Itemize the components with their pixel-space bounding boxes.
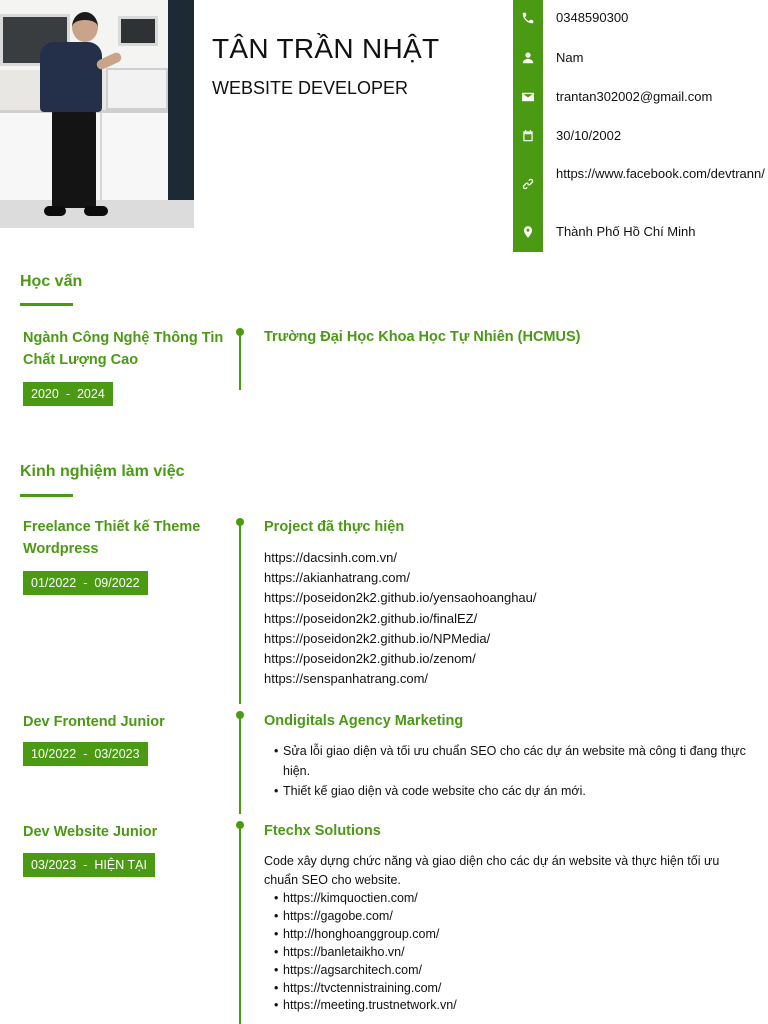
client-link[interactable]: • https://banletaikho.vn/ (274, 944, 457, 962)
experience-role: Freelance Thiết kế Theme Wordpress (23, 519, 201, 557)
project-link[interactable]: https://poseidon2k2.github.io/finalEZ/ (264, 610, 478, 626)
timeline-line (239, 825, 241, 1024)
experience-bullet-list (274, 741, 754, 801)
contact-location: Thành Phố Hồ Chí Minh (556, 224, 696, 239)
client-link[interactable]: • https://kimquoctien.com/ (274, 890, 457, 908)
education-underline (20, 303, 73, 306)
project-link[interactable]: https://poseidon2k2.github.io/NPMedia/ (264, 630, 491, 646)
experience-description: Code xây dựng chức năng và giao diện cho các dự án website và thực hiện tối ưu chuẩn SEO cho website. (264, 854, 720, 887)
client-link-list (274, 890, 457, 1015)
job-title: WEBSITE DEVELOPER (212, 78, 409, 98)
education-major: Ngành Công Nghệ Thông Tin Chất Lượng Cao (23, 330, 224, 368)
email-icon (513, 87, 543, 107)
contact-gender: Nam (556, 50, 584, 65)
project-link[interactable]: https://poseidon2k2.github.io/yensaohoanghau/ (264, 590, 537, 606)
contact-email[interactable]: trantan302002@gmail.com (556, 89, 713, 104)
client-link[interactable]: • https://agsarchitech.com/ (274, 962, 457, 980)
experience-start: 03/2023 (31, 858, 77, 872)
person-icon (513, 48, 543, 68)
link-icon (513, 174, 543, 194)
project-link[interactable]: https://akianhatrang.com/ (264, 570, 410, 586)
phone-icon (513, 8, 543, 28)
calendar-icon (513, 126, 543, 146)
experience-end: 09/2022 (94, 576, 140, 590)
client-link[interactable]: • https://meeting.trustnetwork.vn/ (274, 997, 457, 1015)
experience-heading: Kinh nghiệm làm việc (20, 463, 185, 480)
contact-phone[interactable]: 0348590300 (556, 10, 629, 25)
contact-website[interactable]: https://www.facebook.com/devtrann/ (556, 166, 765, 181)
location-icon (513, 222, 543, 242)
education-school: Trường Đại Học Khoa Học Tự Nhiên (HCMUS) (264, 329, 581, 345)
experience-date-badge: 03/2023 - HIỆN TẠI (23, 853, 155, 877)
client-link[interactable]: • https://tvctennistraining.com/ (274, 980, 457, 998)
experience-start: 10/2022 (31, 747, 77, 761)
experience-role: Dev Frontend Junior (23, 714, 165, 730)
list-item: • Thiết kế giao diện và code website cho các dự án mới. (274, 781, 754, 801)
experience-underline (20, 494, 73, 497)
experience-date-badge: 10/2022 - 03/2023 (23, 742, 148, 766)
experience-start: 01/2022 (31, 576, 77, 590)
education-heading: Học vấn (20, 273, 83, 290)
education-start: 2020 (31, 387, 59, 401)
project-link-list (264, 548, 537, 689)
education-end: 2024 (76, 387, 105, 401)
experience-end: HIỆN TẠI (94, 858, 147, 872)
timeline-line (239, 332, 241, 390)
experience-org: Ondigitals Agency Marketing (264, 713, 464, 729)
experience-org: Ftechx Solutions (264, 823, 381, 839)
project-link[interactable]: https://senspanhatrang.com/ (264, 671, 429, 687)
experience-org: Project đã thực hiện (264, 519, 405, 535)
contact-birthday: 30/10/2002 (556, 128, 622, 143)
client-link[interactable]: • https://gagobe.com/ (274, 908, 457, 926)
client-link[interactable]: • http://honghoanggroup.com/ (274, 926, 457, 944)
experience-role: Dev Website Junior (23, 824, 158, 840)
candidate-name: TÂN TRẦN NHẬT (212, 33, 440, 64)
timeline-line (239, 715, 241, 814)
list-item: • Sửa lỗi giao diện và tối ưu chuẩn SEO cho các dự án website mà công ti đang thực hiện. (274, 741, 754, 781)
experience-date-badge: 01/2022 - 09/2022 (23, 571, 148, 595)
experience-end: 03/2023 (94, 747, 140, 761)
education-date-badge: 2020 - 2024 (23, 382, 113, 406)
project-link[interactable]: https://dacsinh.com.vn/ (264, 550, 397, 565)
project-link[interactable]: https://poseidon2k2.github.io/zenom/ (264, 651, 476, 667)
profile-photo (0, 0, 194, 228)
timeline-line (239, 522, 241, 704)
